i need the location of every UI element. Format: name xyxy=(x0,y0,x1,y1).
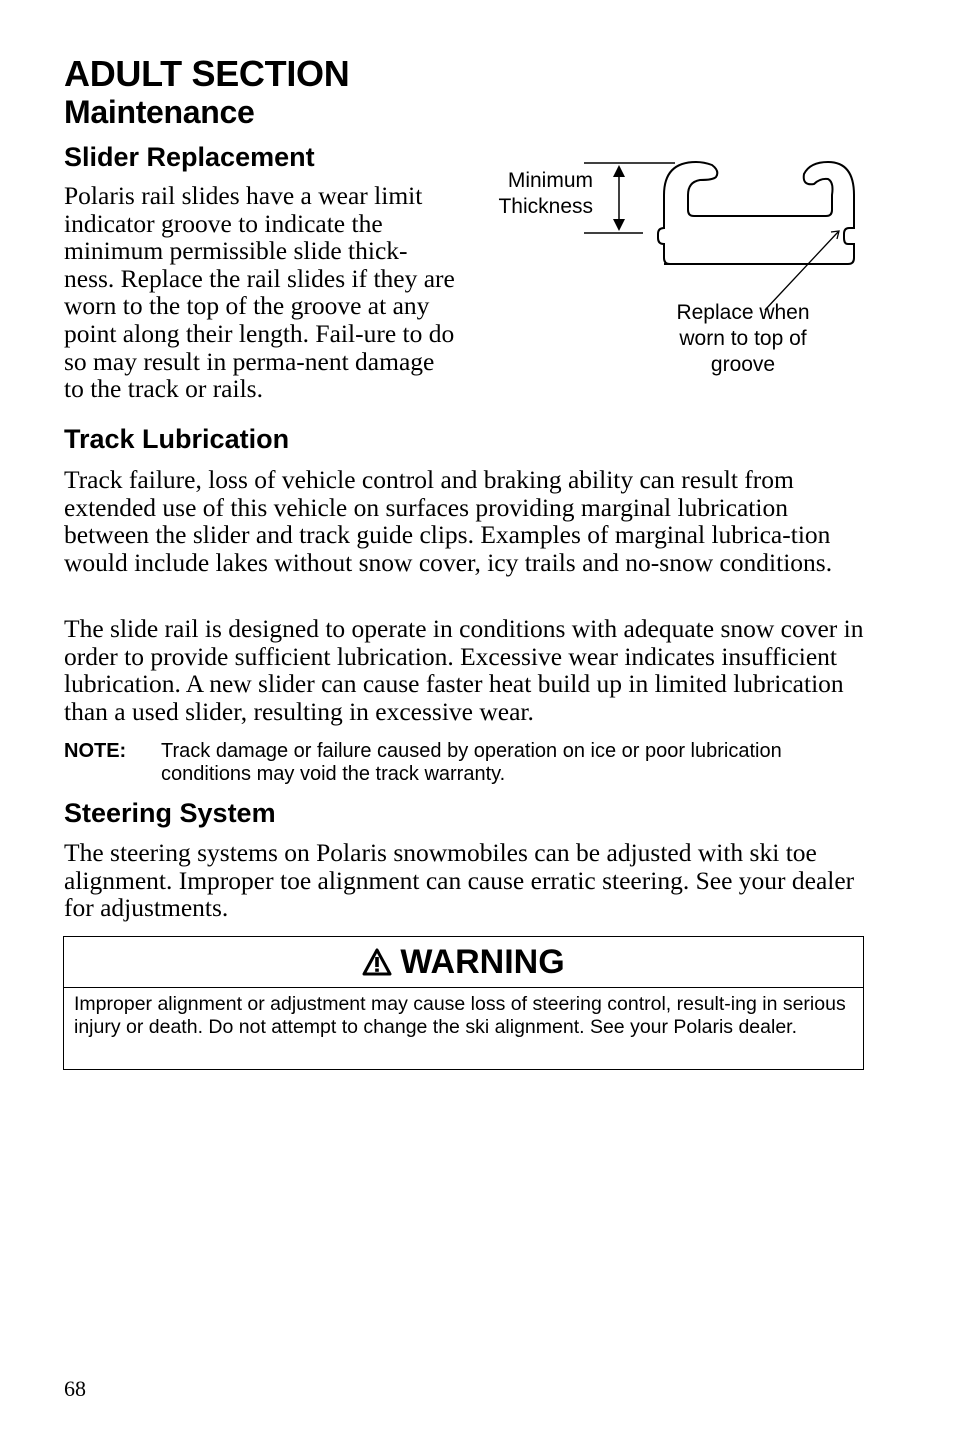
warning-header xyxy=(64,937,863,988)
rail-slide-profile xyxy=(658,162,854,264)
track-lubrication-heading: Track Lubrication xyxy=(64,424,290,454)
track-lubrication-text-2: The slide rail is designed to operate in conditions with adequate snow cover in order to provide sufficient lubrication. Excessive wear indicates insufficient lubrication. A new slider can cause faster heat build up in limited lubrication than a used slider, resulting in excessive wear. xyxy=(64,614,864,726)
replace-label-line2: worn to top of xyxy=(679,327,807,350)
warning-triangle-icon xyxy=(362,948,392,976)
steering-system-heading: Steering System xyxy=(64,798,276,828)
min-thickness-label-line1: Minimum xyxy=(507,169,593,192)
note-label: NOTE: xyxy=(64,740,127,762)
warning-box xyxy=(63,936,864,1070)
slider-replacement-heading: Slider Replacement xyxy=(64,142,315,172)
replace-label-line3: groove xyxy=(710,353,776,376)
replace-groove-label xyxy=(658,300,828,378)
page-number: 68 xyxy=(64,1376,86,1401)
groove-leader-line xyxy=(765,232,838,310)
min-thickness-label-line2: Thickness xyxy=(498,195,593,218)
track-lubrication-text-1: Track failure, loss of vehicle control and braking ability can result from extended use of this vehicle on surfaces providing marginal lubrication between the slider and track guide clips. Examples of marginal lubrica-tion would include lakes without snow cover, icy trails and no-snow conditions. xyxy=(64,465,833,577)
min-thickness-label xyxy=(468,168,593,220)
warning-text: Improper alignment or adjustment may cause loss of steering control, result-ing in serious injury or death. Do not attempt to change the ski alignment. See your Polaris dealer. xyxy=(74,993,846,1038)
arrow-down-icon xyxy=(613,219,625,231)
section-title: ADULT SECTION xyxy=(64,53,350,94)
steering-system-text: The steering systems on Polaris snowmobiles can be adjusted with ski toe alignment. Improper toe alignment can cause erratic steering. See your dealer for adjustments. xyxy=(64,838,855,923)
slider-replacement-text: Polaris rail slides have a wear limit indicator groove to indicate the minimum permissible slide thick-ness. Replace the rail slides if they are worn to the top of the groove at any point along their length. Fail-ure to do so may result in perma-nent damage to the track or rails. xyxy=(64,181,455,404)
replace-label-line1: Replace when xyxy=(676,301,810,324)
rail-slide-diagram xyxy=(468,150,888,390)
arrow-up-icon xyxy=(613,165,625,177)
note-text: Track damage or failure caused by operation on ice or poor lubrication conditions may void the track warranty. xyxy=(161,740,782,785)
page-subtitle: Maintenance xyxy=(64,94,255,130)
warning-title: WARNING xyxy=(400,943,565,981)
